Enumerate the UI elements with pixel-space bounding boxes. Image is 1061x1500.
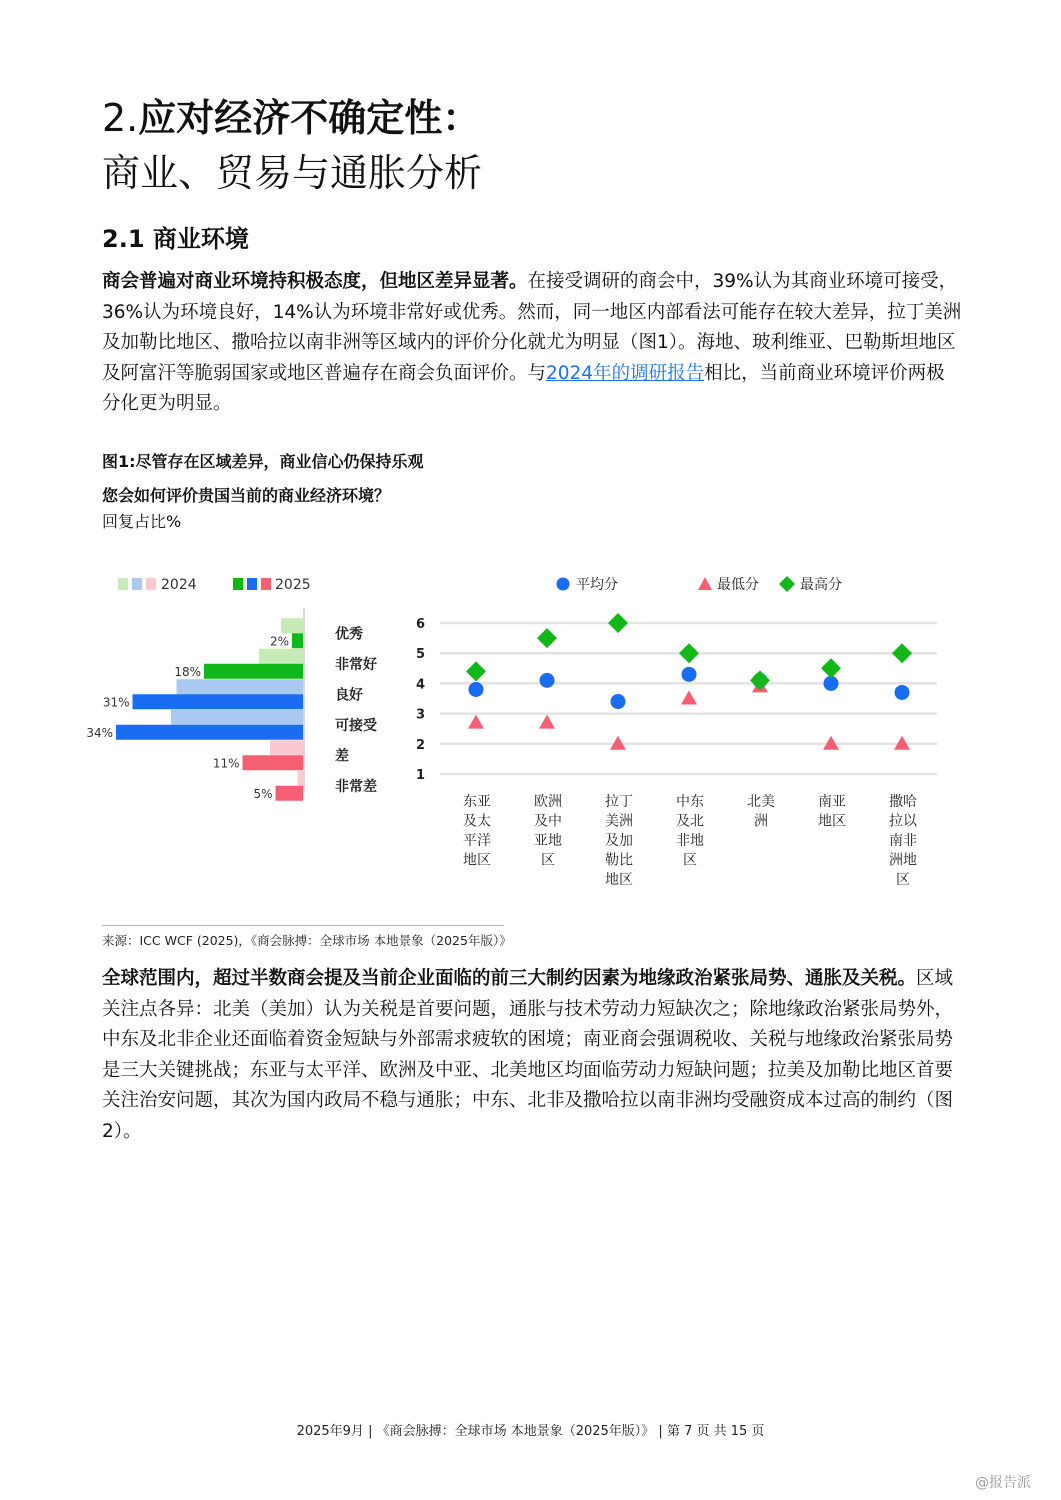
rating-label: 良好 [335,687,363,704]
bar-value-label: 31% [102,695,130,710]
rating-label: 优秀 [335,626,363,643]
y-tick-label: 4 [415,677,425,693]
bar-value-label: 5% [253,786,273,801]
max-point [821,658,841,678]
x-axis-labels [463,793,918,888]
legend-2024-label: 2024 [161,577,197,593]
y-tick-label: 6 [415,617,425,632]
max-point [750,670,770,690]
bar-2025-3 [116,725,303,740]
y-tick-label: 5 [415,647,425,663]
bar-2025-4 [243,755,304,770]
avg-point [682,667,697,682]
x-category-label: 区 [541,852,555,869]
watermark: @报告派 [975,1475,1031,1491]
x-category-label: 东亚 [463,794,491,810]
avg-point [611,694,626,709]
paragraph-body: 在接受调研的商会中，39%认为其商业环境可接受，36%认为环境良好，14%认为环境非常好或优秀。然而，同一地区内部看法可能存在较大差异，拉丁美洲及加勒比地区、撒哈拉以南非洲等区域内的评价分化就尤为明显（图1）。海地、玻利维亚、巴勒斯坦地区及阿富汗等脆弱国家或地区普遍存在商会负面评价。与 [102,271,962,384]
figure-question: 您会如何评价贵国当前的商业经济环境？ [102,486,391,505]
bar-2025-2 [133,694,304,709]
paragraph-constraints [102,964,962,1147]
bar-2025-5 [276,786,304,801]
source-divider [102,925,504,926]
x-category-label: 撒哈 [889,794,917,810]
max-point [679,643,699,663]
x-category-label: 南亚 [818,794,846,810]
x-category-label: 美洲 [605,813,633,830]
bar-2024-4 [270,740,303,755]
bar-2024-2 [177,679,304,694]
rating-label: 非常差 [335,778,377,795]
x-category-label: 及北 [676,813,704,830]
min-point [681,691,697,705]
legend-2024 [118,577,197,593]
x-category-label: 北美 [747,794,775,810]
paragraph-lead: 商会普遍对商业环境持积极态度，但地区差异显著。 [102,271,528,292]
min-point [468,715,484,729]
x-category-label: 区 [683,852,697,869]
x-category-label: 洲地 [889,852,917,869]
x-category-label: 中东 [676,794,704,810]
max-point [608,613,628,633]
max-point [466,661,486,681]
bar-2024-0 [281,618,303,633]
legend-2025-label: 2025 [275,577,311,593]
legend-max [779,576,842,593]
rating-label: 非常好 [335,656,377,673]
max-legend-icon [779,576,795,592]
section-heading: 2.1 商业环境 [102,225,249,253]
bar-2025-0 [292,633,303,648]
bar-2025-1 [204,664,303,679]
y-tick-label: 2 [415,737,425,753]
x-category-label: 地区 [605,872,633,888]
paragraph-lead: 全球范围内，超过半数商会提及当前企业面临的前三大制约因素为地缘政治紧张局势、通胀及关税。 [102,968,917,989]
x-category-label: 平洋 [463,833,491,849]
avg-legend-icon [557,578,570,591]
page-footer: 2025年9月 | 《商会脉搏：全球市场 本地景象（2025年版）》 | 第 7 页 共 15 页 [296,1424,765,1439]
legend-min [698,577,759,593]
x-category-label: 地区 [818,813,846,830]
legend-2025 [233,577,311,593]
rating-label: 差 [335,748,349,765]
page-title [102,95,480,141]
max-point [537,628,557,648]
legend-avg [557,577,619,593]
figure-title: 图1:尽管存在区域差异，商业信心仍保持乐观 [102,452,424,471]
legend-max-label: 最高分 [800,577,842,593]
x-category-label: 亚地 [534,833,562,849]
x-category-label: 及中 [534,813,562,830]
paragraph-business-environment [102,267,962,420]
section-number: 2. [102,96,139,140]
bar-2024-3 [171,710,303,725]
legend-min-label: 最低分 [717,577,759,593]
scatter-points [466,613,912,750]
figure-source: 来源：ICC WCF (2025)，《商会脉搏：全球市场 本地景象（2025年版）》 [102,933,512,948]
x-category-label: 地区 [463,852,491,869]
x-category-label: 拉以 [889,813,917,830]
x-category-label: 欧洲 [534,794,562,810]
bar-chart [86,618,303,801]
y-tick-label: 1 [415,768,425,783]
legend-avg-label: 平均分 [576,577,618,593]
rating-label: 可接受 [335,717,377,734]
max-point [892,643,912,663]
avg-point [469,682,484,697]
y-tick-label: 3 [415,707,425,723]
paragraph-body: 区域关注点各异：北美（美加）认为关税是首要问题，通胀与技术劳动力短缺次之；除地缘政治紧张局势外，中东及北非企业还面临着资金短缺与外部需求疲软的困境；南亚商会强调税收、关税与地缘政治紧张局势是三大关键挑战；东亚与太平洋、欧洲及中亚、北美地区均面临劳动力短缺问题；拉美及加勒比地区首要关注治安问题，其次为国内政局不稳与通胀；中东、北非及撒哈拉以南非洲均受融资成本过高的制约（图2）。 [102,968,954,1142]
figure-subtitle: 回复占比% [102,512,182,531]
bar-value-label: 18% [174,664,201,679]
title-bold: 应对经济不确定性： [138,96,481,140]
page-subtitle: 商业、贸易与通胀分析 [102,151,483,195]
bar-value-label: 2% [269,634,289,649]
x-category-label: 勒比 [605,852,633,869]
x-category-label: 区 [896,872,910,888]
report-2024-link[interactable]: 2024年的调研报告 [546,362,705,384]
bar-2024-1 [259,649,303,664]
x-category-label: 及加 [605,833,633,849]
x-category-label: 拉丁 [605,794,633,810]
paragraph-tail: 相比，当前商业环境评价两极分化更为明显。 [102,362,945,414]
bar-2024-5 [298,771,304,786]
min-point [539,715,555,729]
y-axis-ticks [416,617,425,783]
avg-point [540,673,555,688]
avg-point [895,685,910,700]
bar-value-label: 34% [86,725,113,740]
figure-chart [0,560,1061,900]
x-category-label: 南非 [889,833,917,849]
x-category-label: 非地 [676,833,704,849]
rating-labels [335,625,378,795]
min-legend-icon [698,577,712,590]
x-category-label: 及太 [463,813,491,830]
bar-value-label: 11% [212,756,240,771]
x-category-label: 洲 [754,813,768,830]
